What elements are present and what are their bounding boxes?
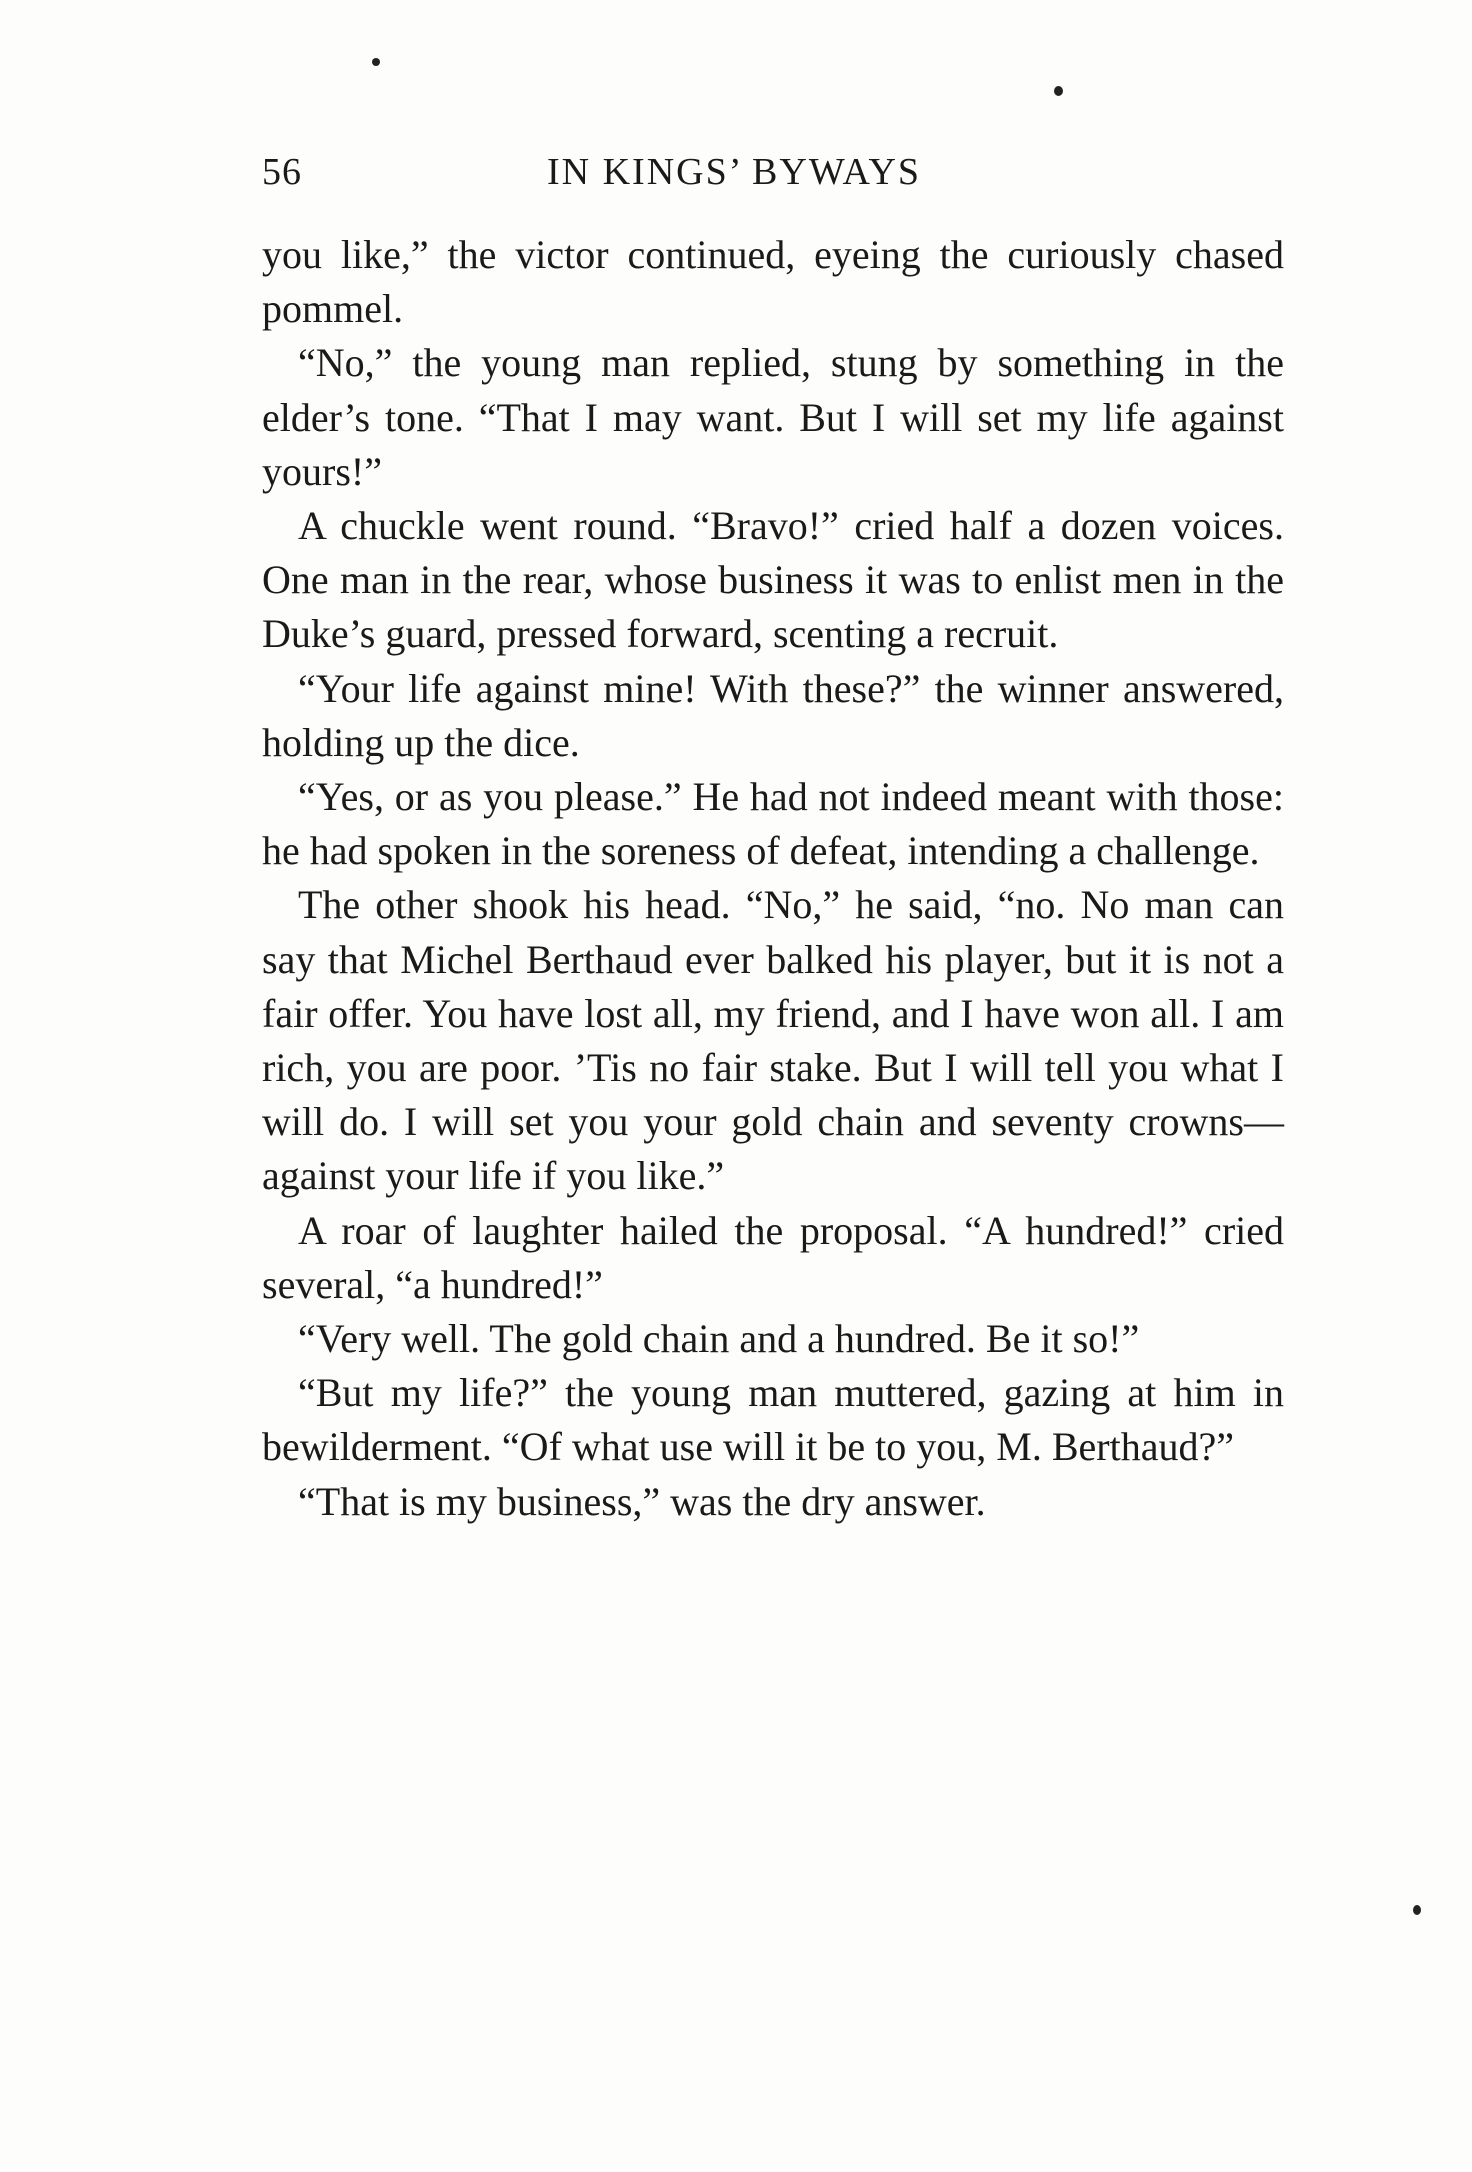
page-number: 56 <box>262 151 302 193</box>
paragraph: “Your life against mine! With these?” the winner answered, holding up the dice. <box>262 665 1284 765</box>
paragraph: “That is my business,” was the dry answer. <box>298 1478 986 1524</box>
paragraph: A chuckle went round. “Bravo!” cried half a dozen voices. One man in the rear, whose business it was to enlist men in the Duke’s guard, pressed forward, scenting a recruit. <box>262 503 1284 657</box>
paragraph: A roar of laughter hailed the proposal. “A hundred!” cried several, “a hundred!” <box>262 1207 1284 1307</box>
body-text <box>262 228 1284 1529</box>
running-title: IN KINGS’ BYWAYS <box>547 151 922 193</box>
paragraph: “No,” the young man replied, stung by something in the elder’s tone. “That I may want. But I will set my life against yours!” <box>262 340 1284 494</box>
paragraph: “But my life?” the young man muttered, gazing at him in bewilderment. “Of what use will it be to you, M. Berthaud?” <box>262 1370 1284 1470</box>
paragraph: “Very well. The gold chain and a hundred. Be it so!” <box>298 1316 1140 1362</box>
ink-speck <box>1054 86 1063 96</box>
ink-speck <box>372 58 380 66</box>
paragraph: The other shook his head. “No,” he said, “no. No man can say that Michel Berthaud ever balked his player, but it is not a fair offer. You have lost all, my friend, and I have won all. I am rich, you are poor. ’Tis no fair stake. But I will tell you what I will do. I will set you your gold chain and seventy crowns—against your life if you like.” <box>262 882 1284 1199</box>
paragraph: you like,” the victor continued, eyeing the curiously chased pommel. <box>262 232 1284 332</box>
paragraph: “Yes, or as you please.” He had not indeed meant with those: he had spoken in the soreness of defeat, intending a challenge. <box>262 774 1284 874</box>
page-header <box>262 150 1284 210</box>
ink-speck <box>1413 1905 1421 1915</box>
